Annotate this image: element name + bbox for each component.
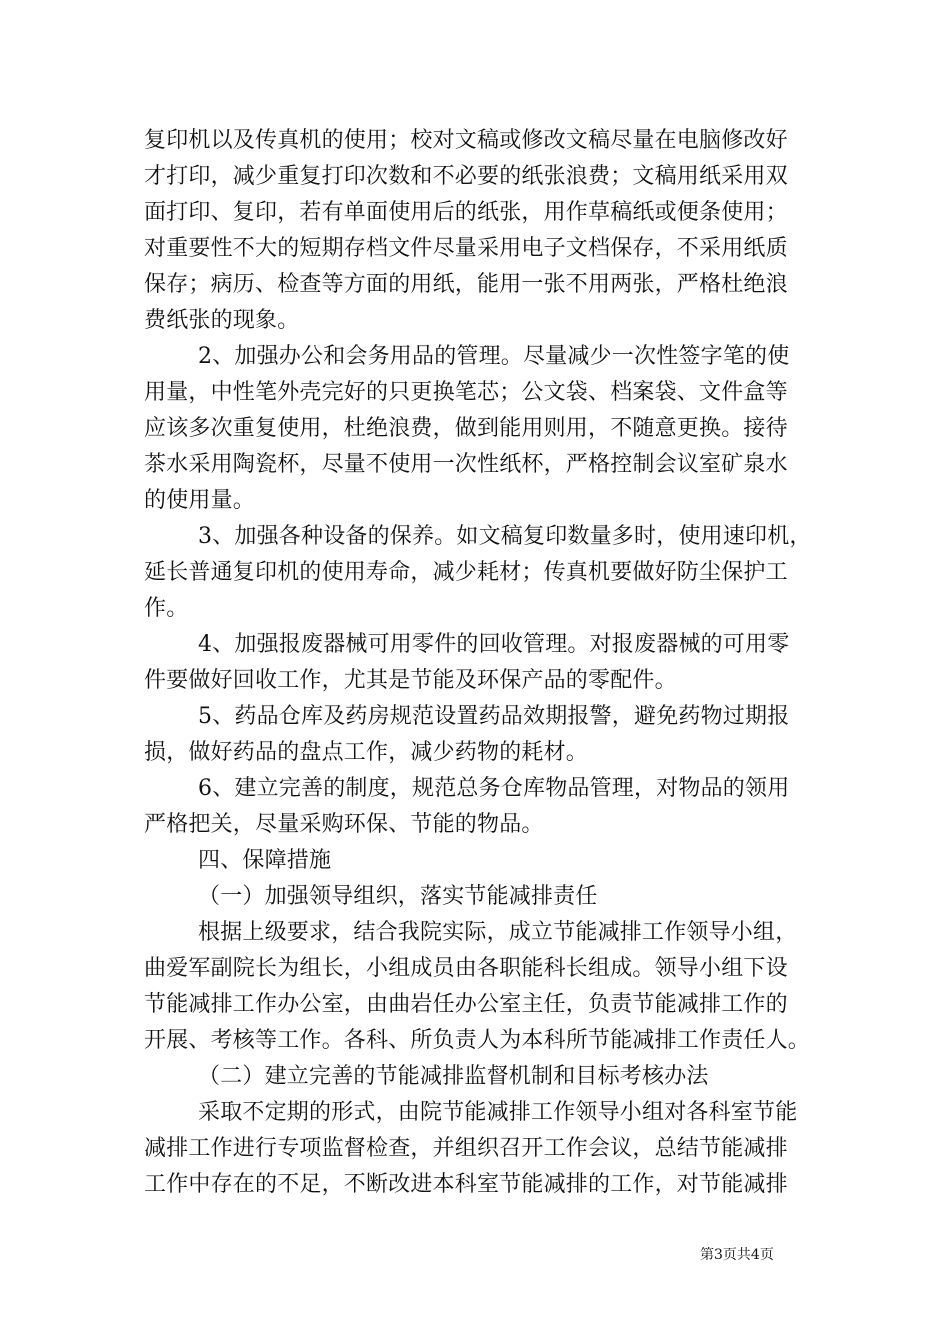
- body-line: 减排工作进行专项监督检查，并组织召开工作会议，总结节能减排: [144, 1136, 788, 1161]
- body-line: 应该多次重复使用，杜绝浪费，做到能用则用，不随意更换。接待: [144, 416, 788, 441]
- body-line: 件要做好回收工作，尤其是节能及环保产品的零配件。: [144, 668, 677, 693]
- body-line: 才打印，减少重复打印次数和不必要的纸张浪费；文稿用纸采用双: [144, 164, 788, 189]
- body-line: 曲爱军副院长为组长，小组成员由各职能科长组成。领导小组下设: [144, 956, 788, 981]
- body-line: 茶水采用陶瓷杯，尽量不使用一次性纸杯，严格控制会议室矿泉水: [144, 452, 788, 477]
- body-line: 严格把关，尽量采购环保、节能的物品。: [144, 812, 544, 837]
- paragraph-start-line: 3、加强各种设备的保养。如文稿复印数量多时，使用速印机，: [198, 524, 812, 549]
- section-heading: 四、保障措施: [198, 848, 332, 873]
- body-line: 复印机以及传真机的使用；校对文稿或修改文稿尽量在电脑修改好: [144, 128, 788, 153]
- subsection-heading: （一）加强领导组织，落实节能减排责任: [198, 884, 598, 909]
- paragraph-start-line: 6、建立完善的制度，规范总务仓库物品管理，对物品的领用: [198, 776, 790, 801]
- body-line: 保存；病历、检查等方面的用纸，能用一张不用两张，严格杜绝浪: [144, 272, 788, 297]
- body-line: 开展、考核等工作。各科、所负责人为本科所节能减排工作责任人。: [144, 1028, 811, 1053]
- body-line: 作。: [144, 596, 189, 621]
- body-line: 损，做好药品的盘点工作，减少药物的耗材。: [144, 740, 589, 765]
- body-line: 费纸张的现象。: [144, 308, 300, 333]
- paragraph-start-line: 4、加强报废器械可用零件的回收管理。对报废器械的可用零: [198, 632, 790, 657]
- paragraph-start-line: 5、药品仓库及药房规范设置药品效期报警，避免药物过期报: [198, 704, 790, 729]
- page-number-footer: 第3页共4页: [700, 1247, 774, 1263]
- body-line: 延长普通复印机的使用寿命，减少耗材；传真机要做好防尘保护工: [144, 560, 788, 585]
- body-line: 面打印、复印，若有单面使用后的纸张，用作草稿纸或便条使用；: [144, 200, 788, 225]
- body-line: 节能减排工作办公室，由曲岩任办公室主任，负责节能减排工作的: [144, 992, 788, 1017]
- body-line: 用量，中性笔外壳完好的只更换笔芯；公文袋、档案袋、文件盒等: [144, 380, 788, 405]
- subsection-heading: （二）建立完善的节能减排监督机制和目标考核办法: [198, 1064, 709, 1089]
- body-line: 对重要性不大的短期存档文件尽量采用电子文档保存，不采用纸质: [144, 236, 788, 261]
- paragraph-start-line: 2、加强办公和会务用品的管理。尽量减少一次性签字笔的使: [198, 344, 790, 369]
- paragraph-start-line: 根据上级要求，结合我院实际，成立节能减排工作领导小组，: [198, 920, 798, 945]
- paragraph-start-line: 采取不定期的形式，由院节能减排工作领导小组对各科室节能: [198, 1100, 798, 1125]
- body-line: 的使用量。: [144, 488, 256, 513]
- body-line: 工作中存在的不足，不断改进本科室节能减排的工作，对节能减排: [144, 1172, 788, 1197]
